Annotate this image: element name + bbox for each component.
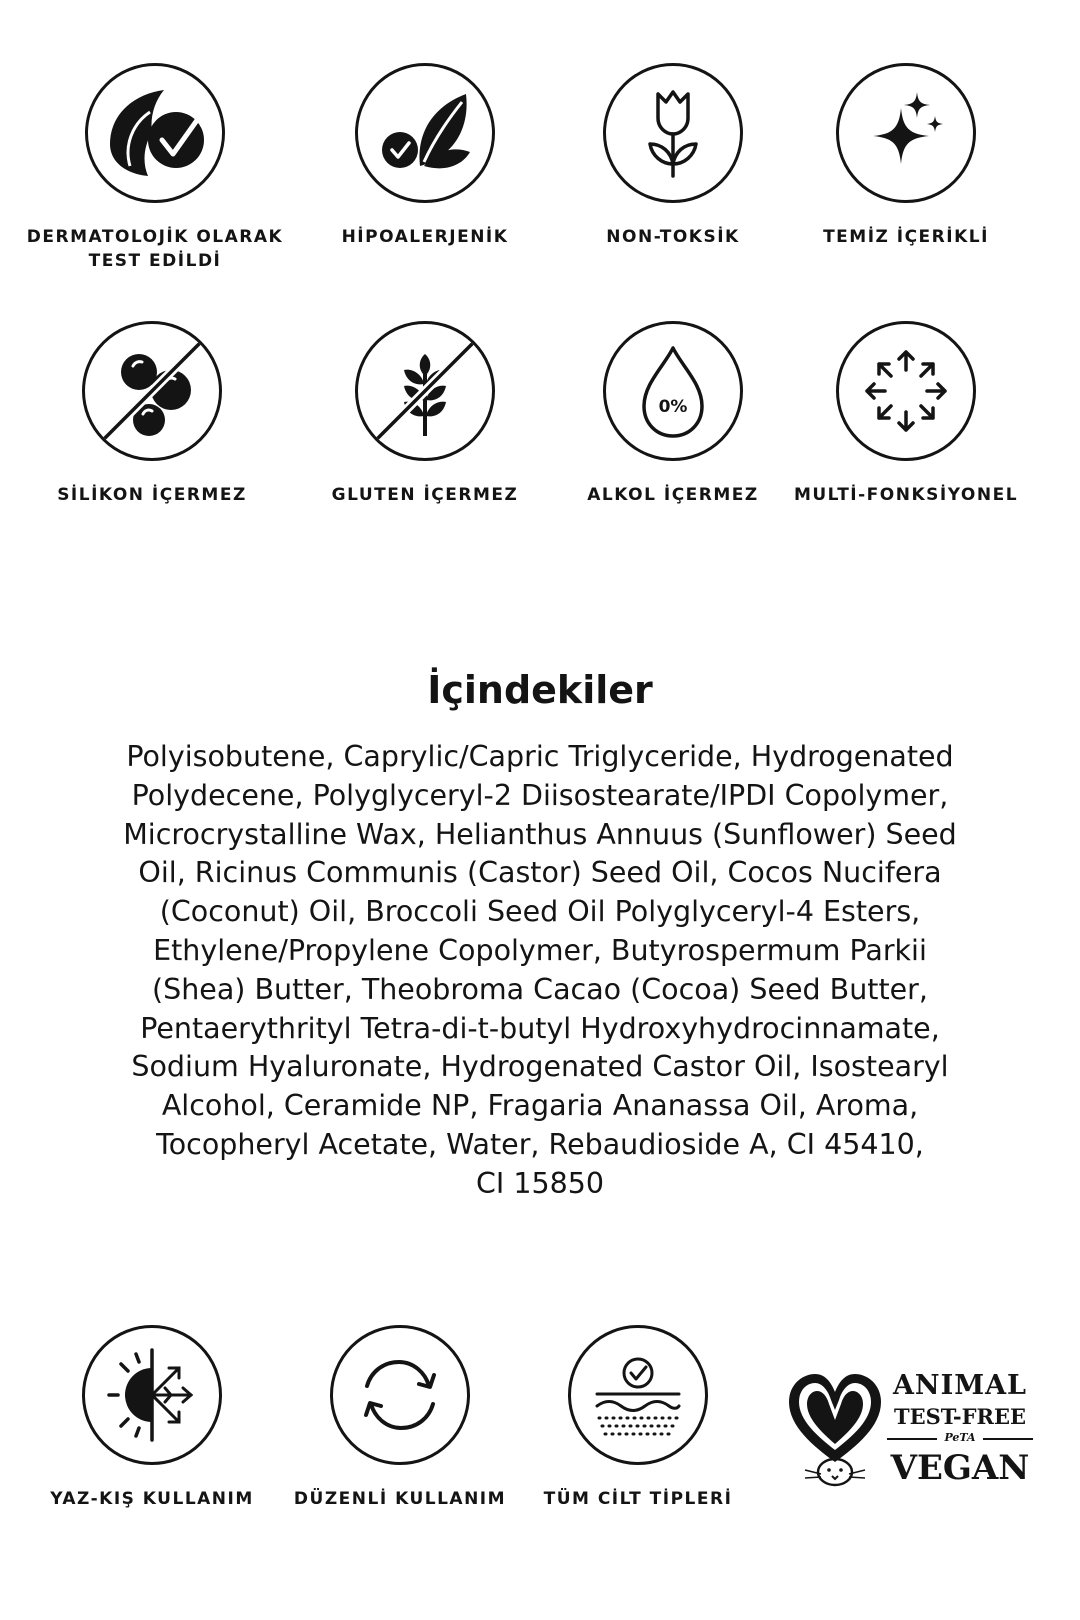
badge-label: ALKOL İÇERMEZ	[587, 485, 759, 505]
badge-gluten-free	[290, 321, 560, 507]
tulip-icon	[606, 66, 740, 200]
badge-label: TEMİZ İÇERİKLİ	[823, 227, 989, 247]
badge-alcohol-free	[538, 321, 808, 507]
animal-test-free-vegan-badge	[785, 1370, 1045, 1490]
ingredients-text	[40, 738, 1040, 1204]
badge-circle	[603, 63, 743, 203]
leaf-checkmark-icon	[358, 66, 492, 200]
badge-circle	[603, 321, 743, 461]
leaf-check-icon	[88, 66, 222, 200]
badge-regular-use	[265, 1325, 535, 1511]
ingredients-line: Pentaerythrityl Tetra-di-t-butyl Hydroxyhydrocinnamate,	[140, 1011, 940, 1045]
ingredients-line: Alcohol, Ceramide NP, Fragaria Ananassa Oil, Aroma,	[161, 1089, 919, 1123]
vegan-text: VEGAN	[890, 1448, 1030, 1488]
badge-all-skin-types	[503, 1325, 773, 1511]
badge-dermatologically-tested	[20, 63, 290, 273]
badge-circle	[355, 321, 495, 461]
ingredients-title: İçindekiler	[427, 668, 653, 712]
badge-circle	[82, 1325, 222, 1465]
ingredients-line: (Shea) Butter, Theobroma Cacao (Cocoa) Seed Butter,	[152, 972, 928, 1006]
ingredients-line: Polydecene, Polyglyceryl-2 Diisostearate/IPDI Copolymer,	[131, 778, 949, 812]
sun-snowflake-icon	[85, 1328, 219, 1462]
badge-circle	[85, 63, 225, 203]
badge-circle	[355, 63, 495, 203]
badge-clean-ingredients	[771, 63, 1041, 249]
ingredients-line: CI 15850	[475, 1166, 605, 1200]
ingredients-line: Microcrystalline Wax, Helianthus Annuus (Sunflower) Seed	[123, 817, 957, 851]
peta-bunny-heart-icon	[785, 1370, 885, 1490]
badge-label: DÜZENLİ KULLANIM	[293, 1489, 507, 1509]
badge-non-toxic	[538, 63, 808, 249]
peta-text: PeTA	[944, 1431, 976, 1444]
badge-silicone-free	[17, 321, 287, 507]
badge-label: YAZ-KIŞ KULLANIM	[50, 1489, 254, 1509]
ingredients-line: Sodium Hyaluronate, Hydrogenated Castor Oil, Isostearyl	[131, 1050, 949, 1084]
badge-label: MULTİ-FONKSİYONEL	[793, 485, 1019, 505]
badge-circle	[330, 1325, 470, 1465]
badge-label: DERMATOLOJİK OLARAK TEST EDİLDİ	[26, 227, 284, 271]
badge-circle	[836, 321, 976, 461]
refresh-arrows-icon	[333, 1328, 467, 1462]
ingredients-line: Oil, Ricinus Communis (Castor) Seed Oil, Cocos Nucifera	[138, 856, 942, 890]
sparkles-icon	[839, 66, 973, 200]
no-wheat-icon	[358, 324, 492, 458]
skin-layers-check-icon	[571, 1328, 705, 1462]
ingredients-line: Polyisobutene, Caprylic/Capric Triglyceride, Hydrogenated	[126, 740, 954, 773]
badge-summer-winter-use	[17, 1325, 287, 1511]
badge-circle	[568, 1325, 708, 1465]
animal-text: ANIMAL	[892, 1370, 1028, 1401]
no-silicone-icon	[85, 324, 219, 458]
badge-label: SİLİKON İÇERMEZ	[57, 485, 247, 505]
test-free-text: TEST-FREE	[893, 1404, 1027, 1429]
badge-label: GLUTEN İÇERMEZ	[331, 485, 519, 505]
badge-multi-functional	[771, 321, 1041, 507]
badge-label: HİPOALERJENİK	[341, 227, 509, 247]
ingredients-line: Ethylene/Propylene Copolymer, Butyrospermum Parkii	[153, 933, 927, 967]
badge-hypoallergenic	[290, 63, 560, 249]
drop-percent-text: 0%	[658, 397, 688, 417]
drop-zero-percent-icon	[606, 324, 740, 458]
badge-label: TÜM CİLT TİPLERİ	[543, 1489, 733, 1509]
ingredients-line: Tocopheryl Acetate, Water, Rebaudioside A, CI 45410,	[156, 1127, 924, 1161]
badge-label: NON-TOKSİK	[606, 227, 740, 247]
badge-circle	[836, 63, 976, 203]
badge-circle	[82, 321, 222, 461]
arrows-out-icon	[839, 324, 973, 458]
ingredients-line: (Coconut) Oil, Broccoli Seed Oil Polyglyceryl-4 Esters,	[159, 895, 921, 929]
